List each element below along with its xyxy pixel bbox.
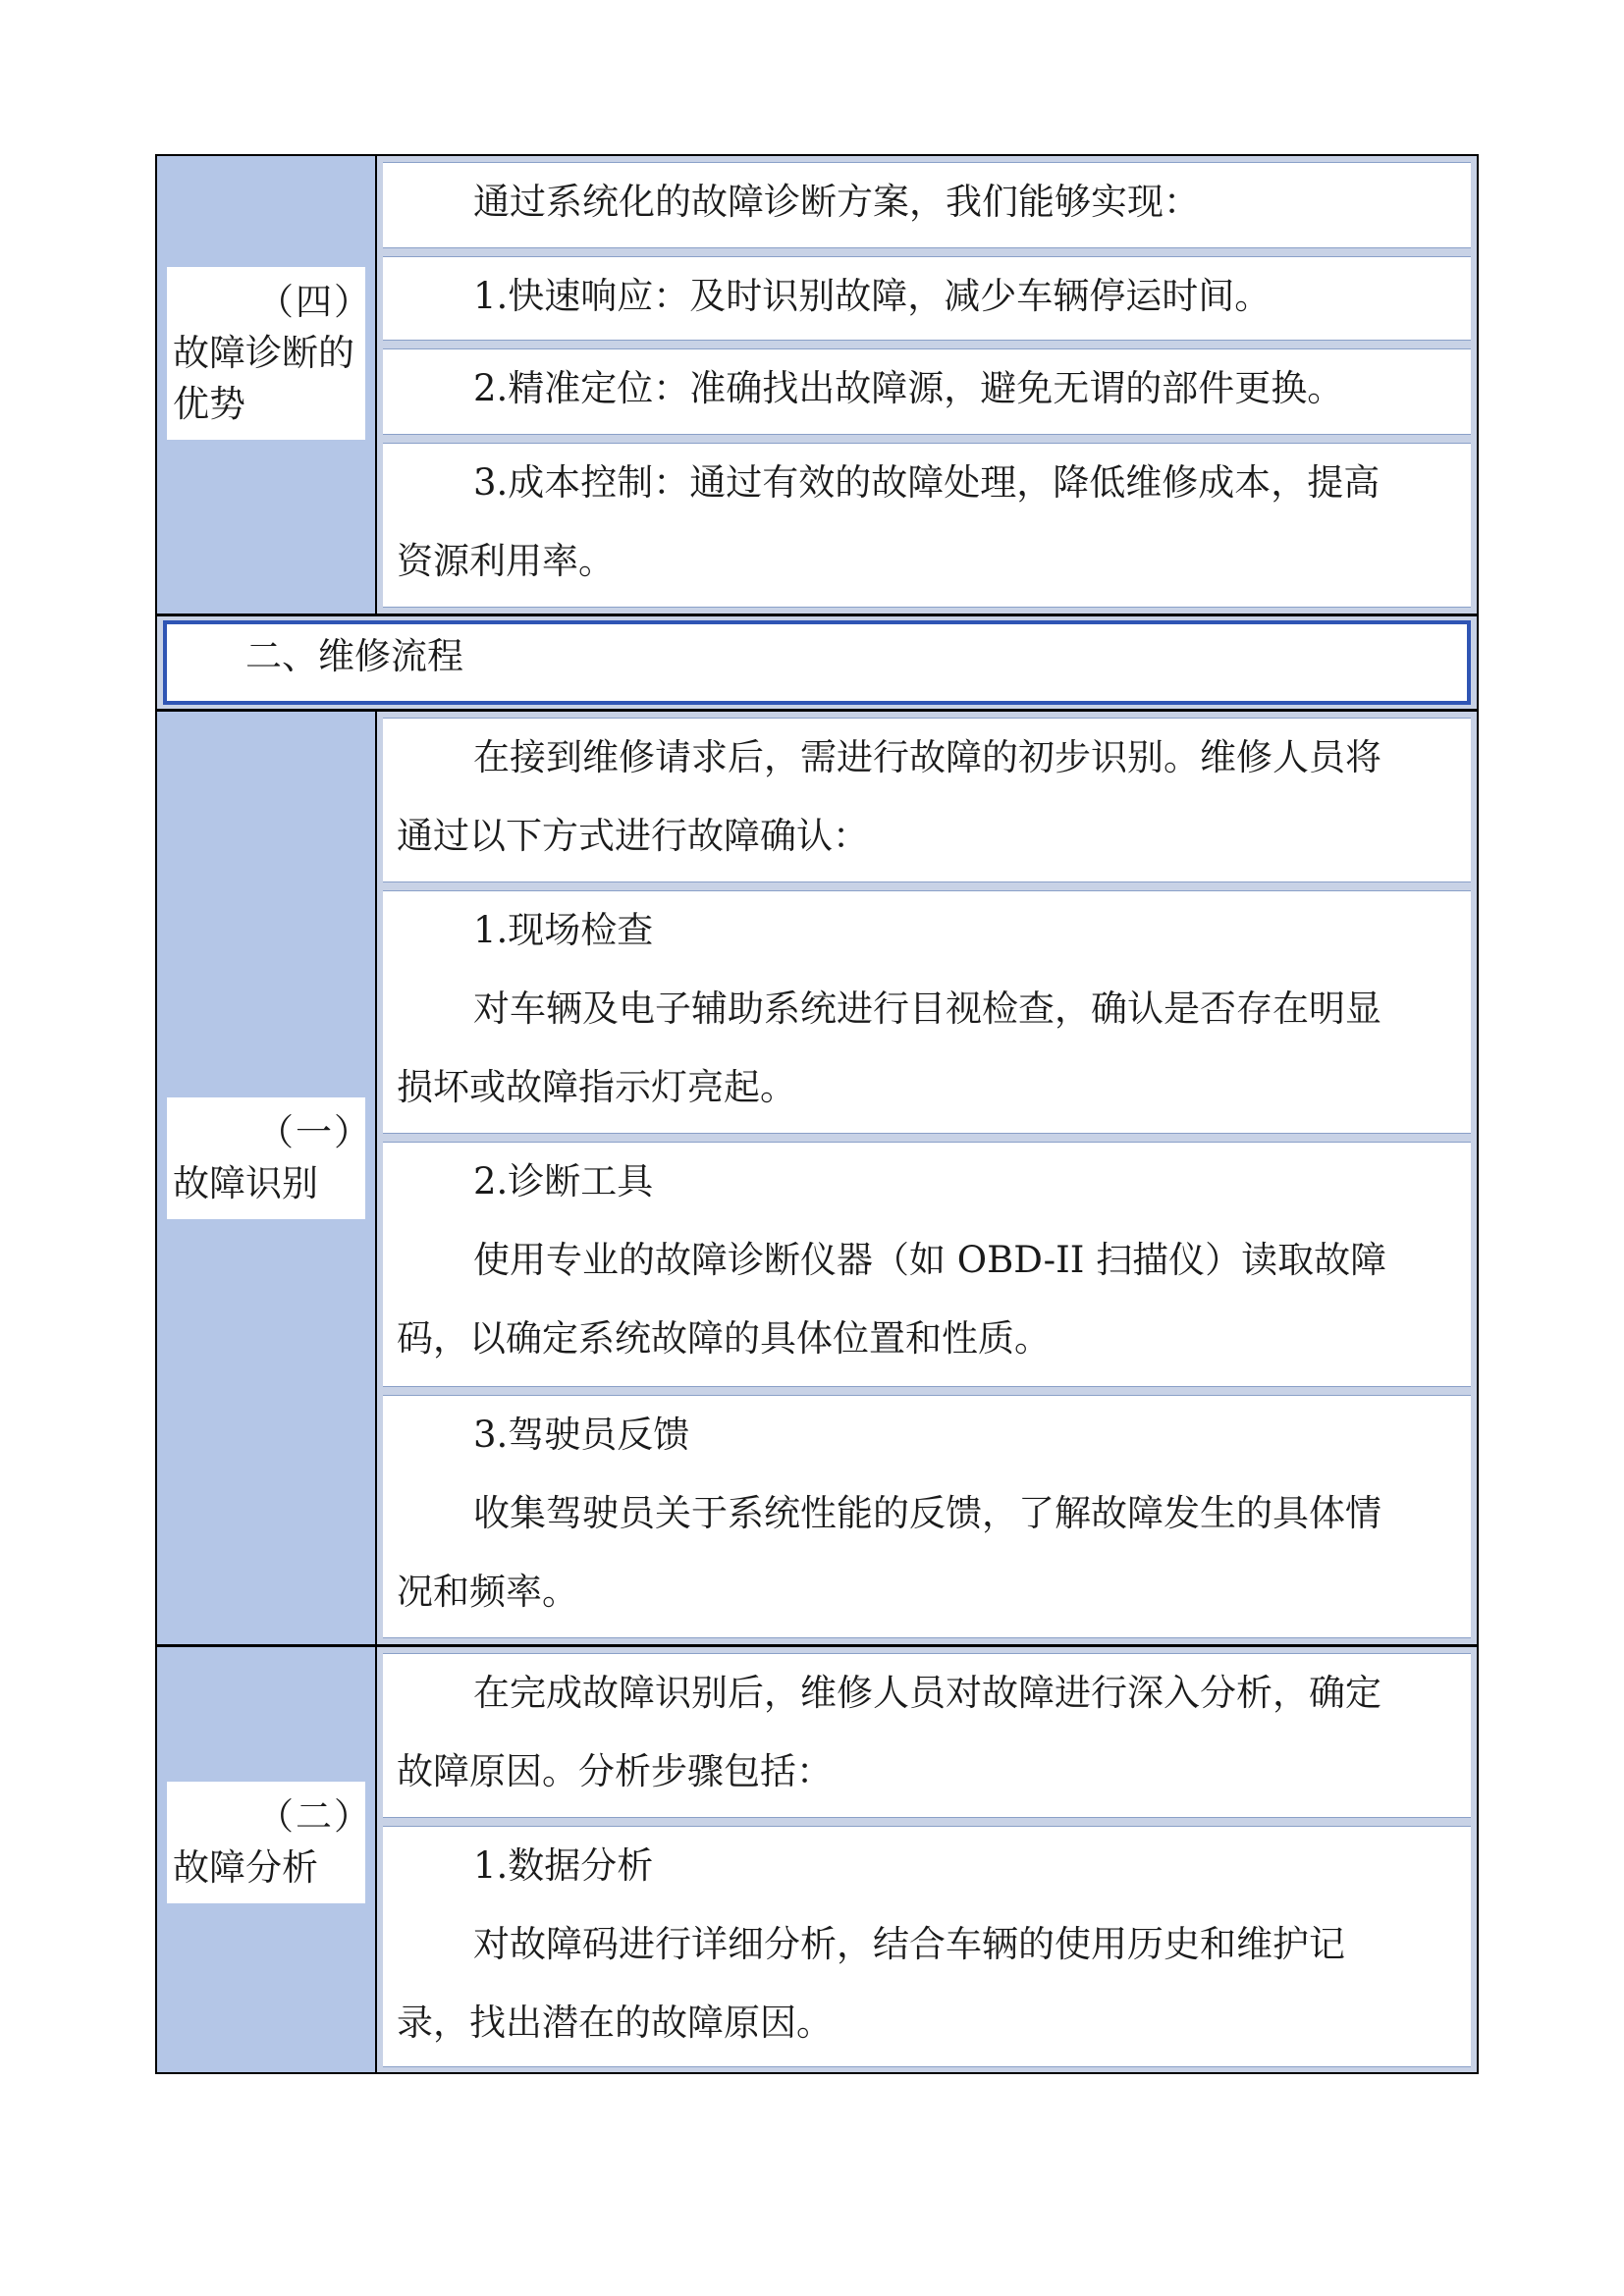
section-label bbox=[167, 267, 372, 440]
section-content bbox=[377, 1647, 1477, 2072]
content-cell bbox=[383, 348, 1471, 435]
section-label-cell bbox=[157, 712, 377, 1645]
paragraph-line: 1.快速响应：及时识别故障，减少车辆停运时间。 bbox=[473, 275, 1272, 317]
paragraph-line: 通过以下方式进行故障确认： bbox=[397, 815, 869, 857]
content-cell bbox=[383, 1142, 1471, 1387]
section-content bbox=[377, 712, 1477, 1645]
section-number: （一） bbox=[257, 1111, 372, 1153]
content-cell bbox=[383, 1395, 1471, 1638]
content-cell bbox=[383, 1826, 1471, 2067]
section-label bbox=[167, 1097, 372, 1219]
paragraph-line: 3.成本控制：通过有效的故障处理，降低维修成本，提高 bbox=[473, 461, 1380, 504]
section-label-cell bbox=[157, 156, 377, 614]
paragraph-line: 损坏或故障指示灯亮起。 bbox=[397, 1066, 796, 1108]
paragraph-line: 在完成故障识别后，维修人员对故障进行深入分析，确定 bbox=[473, 1672, 1381, 1714]
section-number: （二） bbox=[257, 1795, 372, 1838]
content-table bbox=[155, 154, 1479, 2074]
section-label bbox=[167, 1782, 372, 1903]
content-cell bbox=[383, 162, 1471, 248]
paragraph-line: 使用专业的故障诊断仪器（如 OBD-II 扫描仪）读取故障 bbox=[473, 1239, 1387, 1281]
paragraph-line: 收集驾驶员关于系统性能的反馈，了解故障发生的具体情 bbox=[473, 1492, 1381, 1534]
paragraph-line: 1.数据分析 bbox=[473, 1844, 654, 1887]
paragraph-line: 通过系统化的故障诊断方案，我们能够实现： bbox=[473, 181, 1200, 223]
paragraph-line: 对车辆及电子辅助系统进行目视检查，确认是否存在明显 bbox=[473, 988, 1381, 1030]
section-advantages bbox=[157, 156, 1477, 614]
content-cell bbox=[383, 1653, 1471, 1818]
paragraph-line: 1.现场检查 bbox=[473, 909, 654, 951]
content-cell bbox=[383, 443, 1471, 608]
paragraph-line: 资源利用率。 bbox=[397, 540, 615, 582]
paragraph-line: 码，以确定系统故障的具体位置和性质。 bbox=[397, 1317, 1051, 1360]
paragraph-line: 3.驾驶员反馈 bbox=[473, 1414, 690, 1456]
paragraph-line: 录，找出潜在的故障原因。 bbox=[397, 2002, 833, 2044]
section-number: （四） bbox=[257, 281, 372, 323]
section-title: 故障分析 bbox=[173, 1846, 318, 1889]
section-label-cell bbox=[157, 1647, 377, 2072]
section-title: 故障诊断的优势 bbox=[173, 332, 354, 425]
content-cell bbox=[383, 256, 1471, 341]
section-fault-identification bbox=[157, 712, 1477, 1645]
section-heading-row bbox=[157, 616, 1477, 709]
paragraph-line: 对故障码进行详细分析，结合车辆的使用历史和维护记 bbox=[473, 1923, 1345, 1965]
paragraph-line: 2.精准定位：准确找出故障源，避免无谓的部件更换。 bbox=[473, 367, 1344, 409]
section-content bbox=[377, 156, 1477, 614]
section-fault-analysis bbox=[157, 1647, 1477, 2072]
paragraph-line: 况和频率。 bbox=[397, 1571, 578, 1613]
paragraph-line: 在接到维修请求后，需进行故障的初步识别。维修人员将 bbox=[473, 736, 1381, 778]
paragraph-line: 故障原因。分析步骤包括： bbox=[397, 1750, 833, 1792]
section-heading: 二、维修流程 bbox=[163, 620, 1471, 705]
section-title: 故障识别 bbox=[173, 1162, 318, 1204]
content-cell bbox=[383, 890, 1471, 1134]
paragraph-line: 2.诊断工具 bbox=[473, 1160, 654, 1202]
content-cell bbox=[383, 718, 1471, 882]
